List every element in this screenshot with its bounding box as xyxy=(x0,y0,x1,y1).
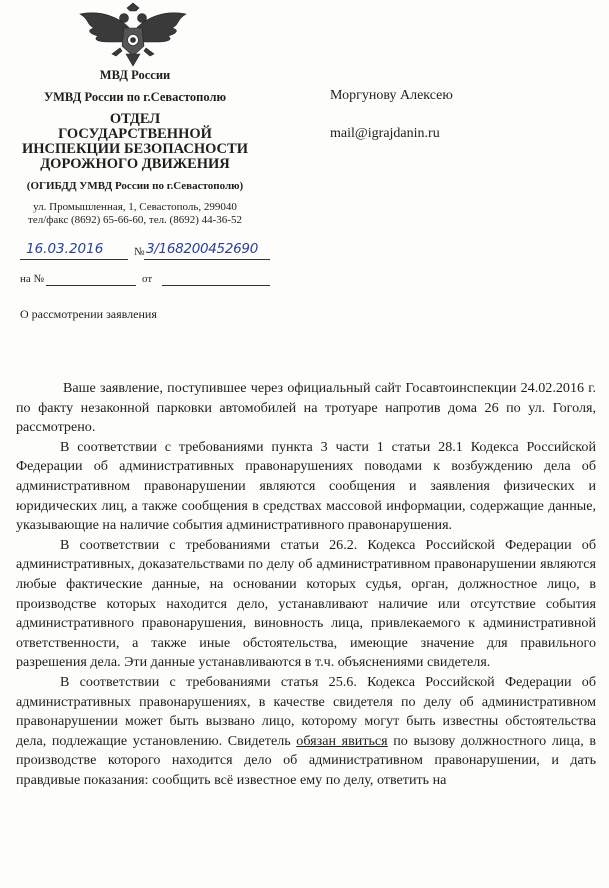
eagle-emblem-icon xyxy=(74,2,192,68)
registration-line xyxy=(20,241,270,264)
number-label: № xyxy=(134,246,145,258)
paragraph-text: по вызову должностного лица, в производстве которого находится дело об административном правонарушении, и дать правдивые показания: сообщить всё известное ему по делу, ответить на xyxy=(16,732,596,788)
address: ул. Промышленная, 1, Севастополь, 299040 xyxy=(33,201,237,213)
reference-date-label: от xyxy=(142,273,153,285)
address-block xyxy=(0,201,270,227)
division-line: ДОРОЖНОГО ДВИЖЕНИЯ xyxy=(40,156,230,172)
reference-number-label: на № xyxy=(20,273,45,285)
phone: тел/факс (8692) 65-66-60, тел. (8692) 44-36-52 xyxy=(28,214,242,226)
division-line: ГОСУДАРСТВЕННОЙ xyxy=(58,126,212,142)
division-name xyxy=(0,112,270,172)
department-name: УМВД России по г.Севастополю xyxy=(43,90,227,104)
paragraph: Ваше заявление, поступившее через официальный сайт Госавтоинспекции 24.02.2016 г. по факту незаконной парковки автомобилей на тротуаре напротив дома 26 по ул. Гоголя, рассмотрено. xyxy=(16,380,596,436)
paragraph xyxy=(16,673,596,791)
letter-body xyxy=(16,379,596,790)
division-short-name: (ОГИБДД УМВД России по г.Севастополю) xyxy=(26,180,244,192)
recipient-email: mail@igrajdanin.ru xyxy=(330,126,440,141)
division-line: ИНСПЕКЦИИ БЕЗОПАСНОСТИ xyxy=(22,141,248,157)
subject-line: О рассмотрении заявления xyxy=(20,307,157,321)
recipient-name: Моргунову Алексею xyxy=(330,88,453,103)
paragraph-text: В соответствии с требованиями статья 25.6. Кодекса Российской Федерации об административных правонарушениях, в качестве свидетеля по делу об административном правонарушении может быть вызвано лицо, которому могут быть известны обстоятельства дела, подлежащие установлению. Свидетель xyxy=(16,673,596,749)
ministry-name: МВД России xyxy=(99,68,171,82)
paragraph: В соответствии с требованиями статьи 26.2. Кодекса Российской Федерации об административных, доказательствами по делу об административном правонарушении являются любые фактические данные, на основании которых судья, орган, должностное лицо, в производстве которых находится дело, устанавливают наличие или отсутствие события административного правонарушения, виновность лица, привлекаемого к административной ответственности, а также иные обстоятельства, имеющие значение для правильного разрешения дела. Эти данные устанавливаются в т.ч. объяснениями свидетеля. xyxy=(16,536,596,671)
underlined-phrase: обязан явиться xyxy=(296,732,388,749)
paragraph: В соответствии с требованиями пункта 3 части 1 статьи 28.1 Кодекса Российской Федерации об административных правонарушениях поводами к возбуждению дела об административном правонарушении являются сообщения и заявления физических и юридических лиц, а также сообщения в средствах массовой информации, содержащие данные, указывающие на наличие события административного правонарушения. xyxy=(16,438,596,534)
registration-number: 3/168200452690 xyxy=(146,241,259,257)
division-line: ОТДЕЛ xyxy=(109,111,161,127)
registration-date: 16.03.2016 xyxy=(26,241,104,257)
reference-line xyxy=(20,272,270,290)
